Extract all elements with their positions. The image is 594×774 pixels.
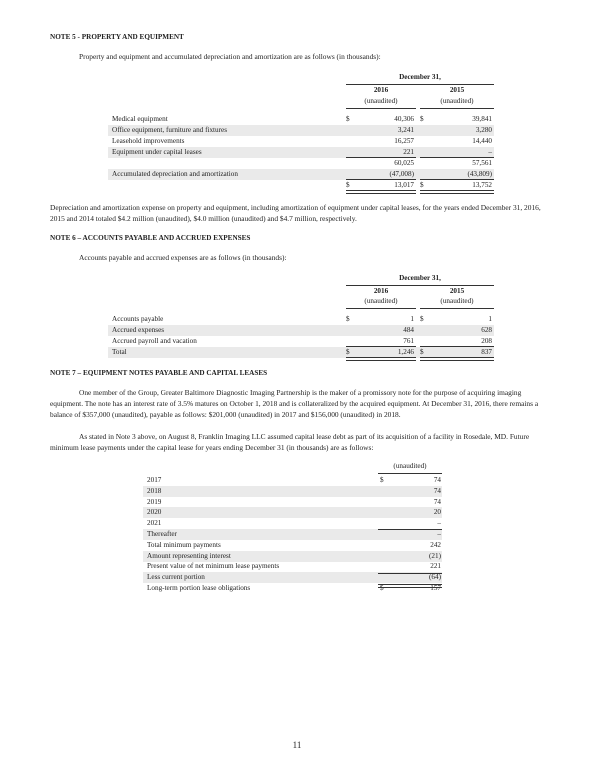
value-2016: 3,241 xyxy=(397,126,414,134)
currency-2016: $ xyxy=(346,348,350,356)
value: – xyxy=(437,530,441,538)
note7-heading: NOTE 7 – EQUIPMENT NOTES PAYABLE AND CAPITAL LEASES xyxy=(50,369,268,377)
value-2016: 484 xyxy=(403,326,414,334)
table-row xyxy=(143,507,442,518)
currency-2015: $ xyxy=(420,315,424,323)
note5-period-header: December 31, xyxy=(399,73,441,81)
note5-qualifier-2016: (unaudited) xyxy=(364,97,398,105)
note6-qualifier-2016: (unaudited) xyxy=(364,297,398,305)
note7-paragraph2: As stated in Note 3 above, on August 8, Franklin Imaging LLC assumed capital lease debt as part of its acquisition of a facility in Rosedale, MD. Future minimum lease payments under the capital lease for years ending December 31 (in thousands) are as follows: xyxy=(50,432,530,452)
value: (64) xyxy=(429,573,441,581)
table-row xyxy=(108,114,494,125)
value-2015: 3,280 xyxy=(475,126,492,134)
table-row xyxy=(108,125,494,136)
value-2016: 60,025 xyxy=(394,159,414,167)
note6-year-2015: 2015 xyxy=(449,287,465,295)
value-2016: 1 xyxy=(410,315,414,323)
row-label: Accounts payable xyxy=(112,315,164,323)
currency: $ xyxy=(380,584,384,592)
value-2016: 761 xyxy=(403,337,414,345)
value-2015: 39,841 xyxy=(472,115,492,123)
currency-2016: $ xyxy=(346,181,350,189)
table-row xyxy=(143,475,442,486)
value-2015: 57,561 xyxy=(472,159,492,167)
note6-qualifier-2015: (unaudited) xyxy=(440,297,474,305)
row-label: Office equipment, furniture and fixtures xyxy=(112,126,228,134)
note7-qualifier: (unaudited) xyxy=(393,462,427,470)
row-label: 2018 xyxy=(147,487,162,495)
value-2015: 13,752 xyxy=(472,181,492,189)
value-2016: 221 xyxy=(403,148,414,156)
currency: $ xyxy=(380,476,384,484)
value: 242 xyxy=(430,541,441,549)
currency-2015: $ xyxy=(420,348,424,356)
row-label: Accumulated depreciation and amortization xyxy=(112,170,238,178)
table-row xyxy=(108,158,494,169)
value-2016: 40,306 xyxy=(394,115,414,123)
table-row xyxy=(108,314,494,325)
currency-2015: $ xyxy=(420,115,424,123)
row-label: Long-term portion lease obligations xyxy=(147,584,251,592)
note5-heading: NOTE 5 - PROPERTY AND EQUIPMENT xyxy=(50,33,184,41)
value: 221 xyxy=(430,562,441,570)
value-2015: – xyxy=(488,148,492,156)
row-label: Present value of net minimum lease payments xyxy=(147,562,280,570)
value: 74 xyxy=(433,487,441,495)
note6-year-2016: 2016 xyxy=(373,287,389,295)
value: 74 xyxy=(433,498,441,506)
note6-period-header: December 31, xyxy=(399,274,441,282)
row-label: Accrued expenses xyxy=(112,326,165,334)
value: 157 xyxy=(430,584,441,592)
row-label: Equipment under capital leases xyxy=(112,148,202,156)
row-label: 2017 xyxy=(147,476,162,484)
table-row xyxy=(143,540,442,551)
currency-2016: $ xyxy=(346,115,350,123)
note7-paragraph1: One member of the Group, Greater Baltimore Diagnostic Imaging Partnership is the maker of a promissory note for the purpose of acquiring imaging equipment. The note has an interest rate of 3.5% matures on October 1, 2018 and is collateralized by the acquired equipment. At December 31, 2016, there remains a balance of $357,000 (unaudited), payable as follows: $201,000 (unaudited) in 2017 and $156,000 (unaudited) in 2018. xyxy=(50,388,539,419)
row-label: Medical equipment xyxy=(112,115,168,123)
currency-2016: $ xyxy=(346,315,350,323)
value-2015: 1 xyxy=(488,315,492,323)
table-row xyxy=(143,561,442,572)
note5-intro: Property and equipment and accumulated depreciation and amortization are as follows (in thousands): xyxy=(79,52,381,61)
currency-2015: $ xyxy=(420,181,424,189)
row-label: 2021 xyxy=(147,519,162,527)
table-row xyxy=(108,136,494,147)
value-2015: (43,809) xyxy=(467,170,492,178)
row-label: 2020 xyxy=(147,508,162,516)
row-label: Total minimum payments xyxy=(147,541,221,549)
table-row xyxy=(143,529,442,540)
value-2016: (47,008) xyxy=(389,170,414,178)
row-label: Less current portion xyxy=(147,573,205,581)
value: (21) xyxy=(429,552,441,560)
row-label: 2019 xyxy=(147,498,162,506)
note5-paragraph: Depreciation and amortization expense on property and equipment, including amortization of equipment under capital leases, for the years ended December 31, 2016, 2015 and 2014 totaled $4.2 million (unaudited), $4.0 million (unaudited) and $4.7 million, respectively. xyxy=(50,203,541,223)
row-label: Amount representing interest xyxy=(147,552,231,560)
value: 20 xyxy=(433,508,441,516)
note6-heading: NOTE 6 – ACCOUNTS PAYABLE AND ACCRUED EXPENSES xyxy=(50,234,251,242)
value-2016: 1,246 xyxy=(397,348,414,356)
value: 74 xyxy=(433,476,441,484)
value-2016: 13,017 xyxy=(394,181,414,189)
row-label: Total xyxy=(112,348,127,356)
row-label: Leasehold improvements xyxy=(112,137,185,145)
page-number: 11 xyxy=(292,740,302,750)
row-label: Accrued payroll and vacation xyxy=(112,337,197,345)
value-2015: 628 xyxy=(481,326,492,334)
value-2015: 837 xyxy=(481,348,492,356)
note5-qualifier-2015: (unaudited) xyxy=(440,97,474,105)
table-row xyxy=(108,325,494,336)
table-row xyxy=(143,486,442,497)
value-2016: 16,257 xyxy=(394,137,414,145)
value: – xyxy=(437,519,441,527)
table-row xyxy=(143,518,442,529)
note6-intro: Accounts payable and accrued expenses are as follows (in thousands): xyxy=(79,253,287,262)
row-label: Thereafter xyxy=(147,530,177,538)
value-2015: 208 xyxy=(481,337,492,345)
value-2015: 14,440 xyxy=(472,137,492,145)
note5-year-2016: 2016 xyxy=(373,86,389,94)
note5-year-2015: 2015 xyxy=(449,86,465,94)
